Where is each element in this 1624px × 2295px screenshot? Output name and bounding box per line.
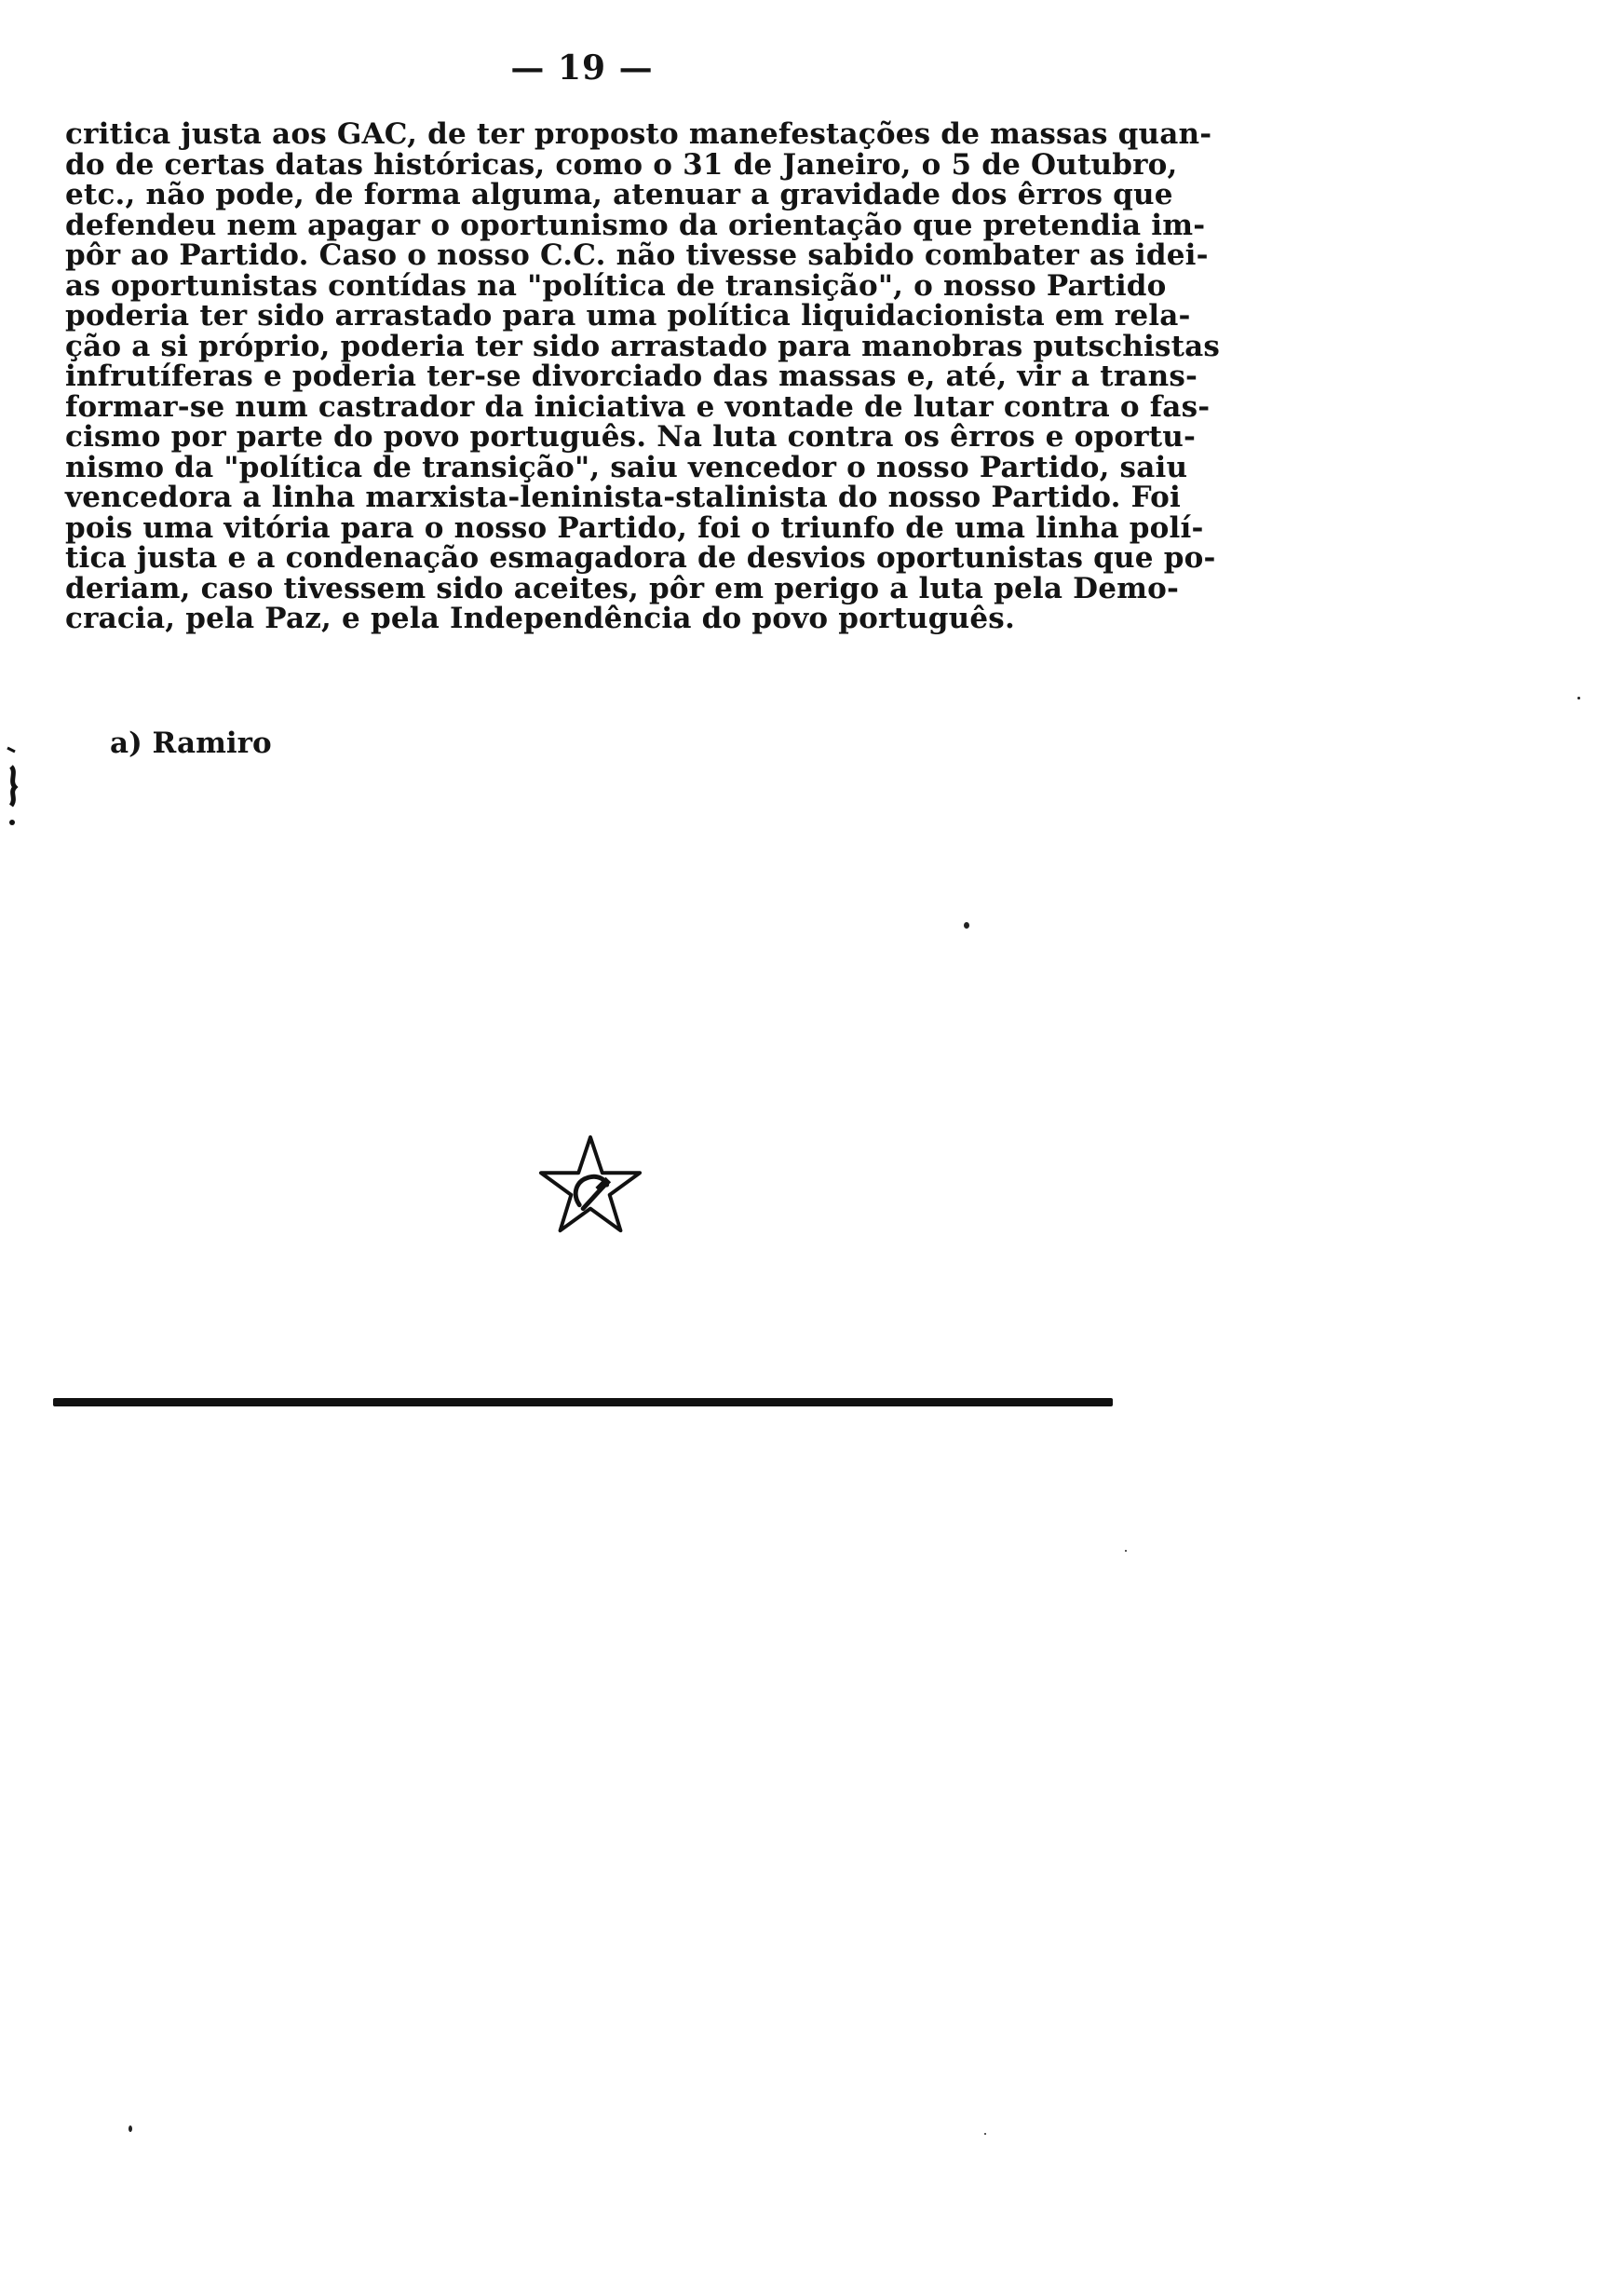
text-line: nismo da "política de transição", saiu vencedor o nosso Partido, saiu [65,450,1188,484]
speck [984,2133,986,2135]
speck [1125,1550,1127,1552]
text-line: etc., não pode, de forma alguma, atenuar a gravidade dos êrros que [65,178,1173,211]
text-line: infrutíferas e poderia ter-se divorciado das massas e, até, vir a trans- [65,360,1198,393]
text-line: critica justa aos GAC, de ter proposto manefestações de massas quan- [65,117,1212,151]
text-line: poderia ter sido arrastado para uma política liquidacionista em rela- [65,299,1191,333]
text-line: do de certas datas históricas, como o 31 de Janeiro, o 5 de Outubro, [65,147,1178,182]
speck [964,922,969,929]
text-line: formar-se num castrador da iniciativa e vontade de lutar contra o fas- [65,389,1211,424]
horizontal-rule [53,1398,1113,1406]
text-line: cismo por parte do povo português. Na luta contra os êrros e oportu- [65,420,1197,454]
text-line: cracia, pela Paz, e pela Independência do povo português. [65,602,1015,635]
margin-mark [4,740,22,834]
text-line: vencedora a linha marxista-leninista-stalinista do nosso Partido. Foi [65,481,1181,514]
text-line: defendeu nem apagar o oportunismo da orientação que pretendia im- [65,208,1206,242]
speck [1577,697,1580,699]
text-line: tica justa e a condenação esmagadora de desvios oportunistas que po- [65,541,1216,575]
text-line: pôr ao Partido. Caso o nosso C.C. não tivesse sabido combater as idei- [65,238,1209,272]
text-line: as oportunistas contídas na "política de transição", o nosso Partido [65,268,1167,303]
text-line: pois uma vitória para o nosso Partido, foi o triunfo de uma linha polí- [65,510,1204,545]
speck [129,2125,132,2132]
signature: a) Ramiro [110,727,272,760]
page-number: — 19 — [510,48,654,88]
star-hammer-sickle-icon [535,1132,645,1242]
text-line: ção a si próprio, poderia ter sido arrastado para manobras putschistas [65,329,1221,363]
text-line: deriam, caso tivessem sido aceites, pôr em perigo a luta pela Demo- [65,571,1180,605]
body-paragraph [65,117,1221,635]
